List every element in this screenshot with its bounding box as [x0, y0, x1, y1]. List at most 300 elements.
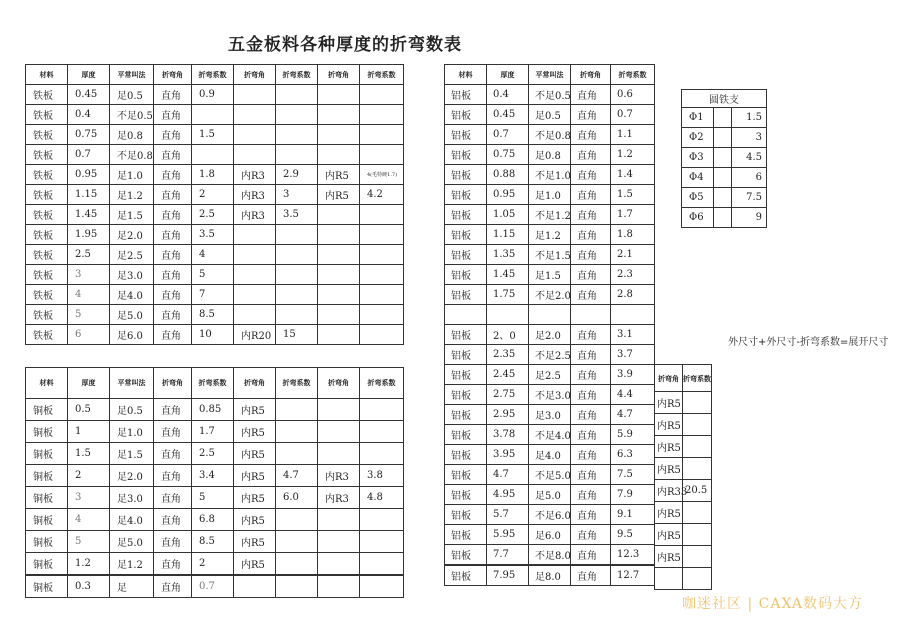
table-cell — [276, 443, 318, 465]
table-cell: 足2.5 — [110, 245, 154, 265]
table-cell: 不足1.0 — [529, 165, 571, 185]
table-cell: 足1.2 — [529, 225, 571, 245]
table-cell — [360, 145, 404, 165]
table-cell: 5 — [192, 487, 234, 509]
table-cell — [360, 509, 404, 531]
table-cell: 9.5 — [611, 525, 655, 545]
table-row — [655, 436, 712, 458]
table-cell — [234, 265, 276, 285]
table-row — [26, 487, 404, 509]
column-header: 材料 — [26, 65, 68, 85]
table-cell — [360, 285, 404, 305]
table-cell: 直角 — [571, 85, 611, 105]
table-cell: Φ6 — [682, 208, 714, 228]
table-cell: 2.5 — [68, 245, 110, 265]
table-cell: 5 — [68, 531, 110, 553]
table-cell: 铝板 — [445, 385, 487, 405]
table-row — [26, 165, 404, 185]
table-header-row — [655, 365, 712, 392]
table-row — [26, 443, 404, 465]
table-cell: 铁板 — [26, 285, 68, 305]
column-header: 折弯系数 — [192, 368, 234, 399]
table-cell: 铜板 — [26, 443, 68, 465]
table-cell: 2.45 — [487, 365, 529, 385]
table-row — [682, 128, 767, 148]
table-cell: 3 — [68, 487, 110, 509]
table-cell: 铝板 — [445, 405, 487, 425]
table-cell: 直角 — [154, 421, 192, 443]
table-cell: 0.7 — [611, 105, 655, 125]
table-cell: 直角 — [571, 385, 611, 405]
table-cell: 5.95 — [487, 525, 529, 545]
table-cell: 12.3 — [611, 545, 655, 566]
table-cell: 3.4 — [192, 465, 234, 487]
table-cell: 铝板 — [445, 125, 487, 145]
table-cell: 15 — [276, 325, 318, 345]
table-cell: 内R5 — [655, 502, 683, 524]
table-cell: 铝板 — [445, 165, 487, 185]
table-cell — [683, 546, 712, 568]
table-cell — [234, 305, 276, 325]
table-cell — [714, 208, 732, 228]
column-header: 折弯系数 — [192, 65, 234, 85]
column-header: 折弯系数 — [276, 65, 318, 85]
table-cell: 5 — [192, 265, 234, 285]
table-cell — [318, 575, 360, 598]
table-cell: 2.8 — [611, 285, 655, 305]
table-cell — [360, 553, 404, 576]
table-cell: 直角 — [571, 105, 611, 125]
table-cell: 0.7 — [487, 125, 529, 145]
table-cell: 0.95 — [68, 165, 110, 185]
table-cell — [318, 325, 360, 345]
table-cell: 1.75 — [487, 285, 529, 305]
table-row — [655, 458, 712, 480]
table-cell: 铜板 — [26, 553, 68, 576]
table-cell — [276, 105, 318, 125]
table-cell: 不足1.2 — [529, 205, 571, 225]
table-cell: 铜板 — [26, 575, 68, 598]
aluminum-bend-table — [444, 64, 655, 586]
table-row — [445, 205, 655, 225]
table-cell: 5.7 — [487, 505, 529, 525]
table-cell: 直角 — [154, 245, 192, 265]
table-cell — [683, 524, 712, 546]
aluminum-radius-extension-table — [654, 364, 712, 590]
table-cell: 4.5 — [732, 148, 767, 168]
table-cell: 1.45 — [68, 205, 110, 225]
table-cell — [360, 305, 404, 325]
table-cell: 铝板 — [445, 245, 487, 265]
table-cell: 9.1 — [611, 505, 655, 525]
table-row — [682, 208, 767, 228]
column-header: 折弯角 — [318, 368, 360, 399]
table-cell: 2.35 — [487, 345, 529, 365]
table-cell: 不足3.0 — [529, 385, 571, 405]
table-cell: 足5.0 — [110, 531, 154, 553]
table-cell: 6 — [68, 325, 110, 345]
table-cell: 铁板 — [26, 125, 68, 145]
table-cell: 铁板 — [26, 205, 68, 225]
table-cell: 7 — [192, 285, 234, 305]
table-cell: 0.4 — [68, 105, 110, 125]
table-cell: 0.95 — [487, 185, 529, 205]
table-cell: 不足0.8 — [110, 145, 154, 165]
table-cell — [360, 225, 404, 245]
table-cell: 铝板 — [445, 365, 487, 385]
table-cell: 铝板 — [445, 465, 487, 485]
column-header: 厚度 — [68, 368, 110, 399]
table-cell: 直角 — [571, 225, 611, 245]
table-cell: 不足0.5 — [529, 85, 571, 105]
table-cell: 直角 — [571, 525, 611, 545]
table-cell: 2.75 — [487, 385, 529, 405]
table-cell: 不足1.5 — [529, 245, 571, 265]
table-cell: 足0.5 — [529, 105, 571, 125]
table-header-row — [26, 368, 404, 399]
table-cell: 直角 — [571, 285, 611, 305]
table-cell: 7.95 — [487, 565, 529, 586]
table-cell: 12.7 — [611, 565, 655, 586]
table-cell — [683, 458, 712, 480]
table-cell: 7.5 — [732, 188, 767, 208]
table-cell: 4.7 — [487, 465, 529, 485]
table-cell: 3.78 — [487, 425, 529, 445]
table-cell: 铁板 — [26, 305, 68, 325]
table-cell — [683, 568, 712, 590]
table-row — [26, 185, 404, 205]
table-cell: 1.8 — [611, 225, 655, 245]
table-cell — [276, 285, 318, 305]
table-cell — [683, 392, 712, 414]
table-cell: 铁板 — [26, 325, 68, 345]
table-cell: 足3.0 — [529, 405, 571, 425]
table-cell — [318, 553, 360, 576]
table-cell: 直角 — [154, 265, 192, 285]
table-cell: 内R3 — [318, 465, 360, 487]
table-cell: 足0.5 — [110, 399, 154, 421]
table-cell — [360, 531, 404, 553]
table-cell: 7.7 — [487, 545, 529, 566]
table-cell: 内R5 — [234, 399, 276, 421]
table-cell: 2 — [192, 553, 234, 576]
table-cell: 直角 — [571, 565, 611, 586]
table-row — [26, 575, 404, 598]
table-cell — [714, 188, 732, 208]
table-cell: 铝板 — [445, 565, 487, 586]
table-row — [655, 524, 712, 546]
table-row — [445, 345, 655, 365]
table-cell — [276, 509, 318, 531]
table-cell — [445, 305, 487, 325]
table-cell: Φ1 — [682, 108, 714, 128]
column-header: 平常叫法 — [110, 65, 154, 85]
column-header: 材料 — [445, 65, 487, 85]
table-cell: 0.75 — [487, 145, 529, 165]
table-cell — [360, 265, 404, 285]
table-row — [655, 392, 712, 414]
table-cell — [276, 531, 318, 553]
table-cell: 铜板 — [26, 421, 68, 443]
table-cell: 铜板 — [26, 487, 68, 509]
table-cell: 内R5 — [234, 487, 276, 509]
table-row — [445, 365, 655, 385]
table-cell: 铝板 — [445, 205, 487, 225]
table-row — [445, 125, 655, 145]
table-row — [655, 502, 712, 524]
table-cell: 直角 — [571, 265, 611, 285]
table-cell: 足4.0 — [529, 445, 571, 465]
table-cell: 直角 — [571, 245, 611, 265]
column-header: 厚度 — [487, 65, 529, 85]
table-cell: 0.3 — [68, 575, 110, 598]
round-rod-table — [681, 89, 767, 228]
table-cell: 内R5 — [234, 553, 276, 576]
table-cell — [276, 553, 318, 576]
table-row — [445, 445, 655, 465]
table-cell: 直角 — [571, 125, 611, 145]
table-cell: 足3.0 — [110, 487, 154, 509]
table-cell — [360, 245, 404, 265]
table-cell: 足1.5 — [529, 265, 571, 285]
table-cell: 1.2 — [611, 145, 655, 165]
table-row — [26, 245, 404, 265]
table-cell — [611, 305, 655, 325]
table-cell: 3.5 — [192, 225, 234, 245]
table-row — [682, 148, 767, 168]
table-cell: 直角 — [154, 443, 192, 465]
table-row — [445, 385, 655, 405]
table-cell — [683, 436, 712, 458]
round-rod-header: 圆铁支 — [682, 90, 767, 108]
table-cell: 4.7 — [276, 465, 318, 487]
table-cell: 3.8 — [360, 465, 404, 487]
column-header: 折弯角 — [234, 368, 276, 399]
table-cell: 足4.0 — [110, 509, 154, 531]
table-cell: 3 — [732, 128, 767, 148]
table-cell — [276, 245, 318, 265]
table-cell: 直角 — [154, 305, 192, 325]
table-cell: 5 — [68, 305, 110, 325]
table-cell: 内R5 — [318, 185, 360, 205]
table-cell — [318, 509, 360, 531]
table-row — [445, 325, 655, 345]
table-row — [445, 505, 655, 525]
table-cell: 直角 — [571, 185, 611, 205]
table-cell: 足1.0 — [110, 421, 154, 443]
table-row — [445, 565, 655, 586]
table-cell: 3.1 — [611, 325, 655, 345]
table-cell: 9 — [732, 208, 767, 228]
table-cell: 4.7 — [611, 405, 655, 425]
table-cell: 直角 — [571, 205, 611, 225]
table-cell: 0.85 — [192, 399, 234, 421]
table-cell: 2.3 — [611, 265, 655, 285]
table-cell: 0.88 — [487, 165, 529, 185]
table-cell — [655, 568, 683, 590]
table-cell: 0.45 — [487, 105, 529, 125]
table-cell: 8.5 — [192, 305, 234, 325]
table-cell: 2、0 — [487, 325, 529, 345]
table-cell — [276, 399, 318, 421]
table-cell: 不足6.0 — [529, 505, 571, 525]
table-cell: 5.9 — [611, 425, 655, 445]
table-row — [26, 225, 404, 245]
table-cell: 铁板 — [26, 145, 68, 165]
table-cell: 1.7 — [192, 421, 234, 443]
table-cell: 内R20 — [234, 325, 276, 345]
table-cell: 足6.0 — [529, 525, 571, 545]
table-cell: 0.7 — [68, 145, 110, 165]
table-cell: 3.9 — [611, 365, 655, 385]
column-header: 折弯角 — [154, 368, 192, 399]
table-cell: 内R5 — [234, 465, 276, 487]
table-cell: 直角 — [154, 225, 192, 245]
table-cell: 铝板 — [445, 225, 487, 245]
table-cell — [276, 85, 318, 105]
table-cell: 足1.0 — [529, 185, 571, 205]
table-cell — [714, 108, 732, 128]
table-cell: 不足2.0 — [529, 285, 571, 305]
table-cell — [276, 265, 318, 285]
table-cell: 内R5 — [234, 509, 276, 531]
table-cell: Φ2 — [682, 128, 714, 148]
table-cell — [234, 145, 276, 165]
table-cell: 0.5 — [68, 399, 110, 421]
table-row — [26, 125, 404, 145]
table-cell — [683, 502, 712, 524]
table-cell: 2 — [68, 465, 110, 487]
column-header: 折弯角 — [571, 65, 611, 85]
table-row — [26, 553, 404, 576]
table-cell: 足 — [110, 575, 154, 598]
table-cell — [360, 575, 404, 598]
table-row — [445, 185, 655, 205]
table-cell: 铝板 — [445, 265, 487, 285]
table-cell — [234, 125, 276, 145]
table-row — [445, 305, 655, 325]
table-cell: 直角 — [154, 85, 192, 105]
column-header: 厚度 — [68, 65, 110, 85]
table-cell: 1.15 — [68, 185, 110, 205]
column-header: 材料 — [26, 368, 68, 399]
table-cell: 0.9 — [192, 85, 234, 105]
table-cell: 内R5 — [655, 436, 683, 458]
table-cell: 4.95 — [487, 485, 529, 505]
table-cell: 内R5 — [234, 421, 276, 443]
table-cell: 铝板 — [445, 445, 487, 465]
table-cell: 铁板 — [26, 245, 68, 265]
table-row — [445, 465, 655, 485]
table-cell: 铝板 — [445, 185, 487, 205]
table-cell — [529, 305, 571, 325]
table-cell: 内R3 — [318, 487, 360, 509]
table-cell: 1.5 — [68, 443, 110, 465]
table-cell: 3.5 — [276, 205, 318, 225]
table-cell: 直角 — [571, 465, 611, 485]
table-cell: 2.1 — [611, 245, 655, 265]
table-cell: 3 — [68, 265, 110, 285]
table-row — [445, 545, 655, 566]
table-row — [26, 85, 404, 105]
table-cell: 铁板 — [26, 105, 68, 125]
table-cell: 足8.0 — [529, 565, 571, 586]
table-cell: 内R5 — [655, 458, 683, 480]
table-cell: 足0.8 — [110, 125, 154, 145]
table-row — [445, 225, 655, 245]
column-header: 折弯系数 — [276, 368, 318, 399]
table-cell: 足2.0 — [529, 325, 571, 345]
table-cell: 足6.0 — [110, 325, 154, 345]
table-cell: 内R5 — [234, 443, 276, 465]
table-cell: 铁板 — [26, 85, 68, 105]
table-cell: 足1.0 — [110, 165, 154, 185]
table-cell: 1.05 — [487, 205, 529, 225]
table-row — [26, 509, 404, 531]
table-cell: 内R5 — [655, 414, 683, 436]
table-cell: 直角 — [571, 505, 611, 525]
table-row — [445, 425, 655, 445]
table-cell — [318, 285, 360, 305]
table-cell — [192, 145, 234, 165]
table-cell: 4 — [68, 509, 110, 531]
table-cell: 足5.0 — [529, 485, 571, 505]
table-cell: 1.2 — [68, 553, 110, 576]
table-cell: 直角 — [154, 553, 192, 576]
table-cell: 内R5 — [655, 392, 683, 414]
iron-bend-table — [25, 64, 404, 345]
table-cell: 不足8.0 — [529, 545, 571, 566]
table-cell: 直角 — [571, 145, 611, 165]
table-cell: 直角 — [571, 545, 611, 566]
table-cell: 4 — [192, 245, 234, 265]
table-cell — [234, 245, 276, 265]
table-row — [445, 145, 655, 165]
table-cell — [360, 105, 404, 125]
table-cell: 1.7 — [611, 205, 655, 225]
table-row — [682, 108, 767, 128]
table-row — [26, 399, 404, 421]
table-row — [26, 205, 404, 225]
table-cell: 直角 — [154, 205, 192, 225]
column-header: 折弯角 — [234, 65, 276, 85]
table-cell: 铁板 — [26, 265, 68, 285]
table-cell — [234, 85, 276, 105]
table-cell: 铝板 — [445, 85, 487, 105]
table-cell: 直角 — [154, 399, 192, 421]
table-cell: 1.4 — [611, 165, 655, 185]
table-cell — [318, 421, 360, 443]
table-cell: 7.9 — [611, 485, 655, 505]
table-cell — [360, 421, 404, 443]
table-cell: 直角 — [571, 345, 611, 365]
table-cell: 直角 — [571, 405, 611, 425]
table-cell: 0.6 — [611, 85, 655, 105]
column-header: 平常叫法 — [110, 368, 154, 399]
formula-note: 外尺寸+外尺寸-折弯系数=展开尺寸 — [728, 337, 889, 348]
table-row — [26, 265, 404, 285]
table-cell: 3.7 — [611, 345, 655, 365]
table-cell: 直角 — [154, 165, 192, 185]
table-cell: 内R5 — [655, 524, 683, 546]
table-cell: 1.1 — [611, 125, 655, 145]
table-cell — [360, 205, 404, 225]
table-cell: 直角 — [154, 509, 192, 531]
table-cell — [318, 305, 360, 325]
table-cell — [318, 265, 360, 285]
table-cell: 足3.0 — [110, 265, 154, 285]
table-row — [26, 465, 404, 487]
